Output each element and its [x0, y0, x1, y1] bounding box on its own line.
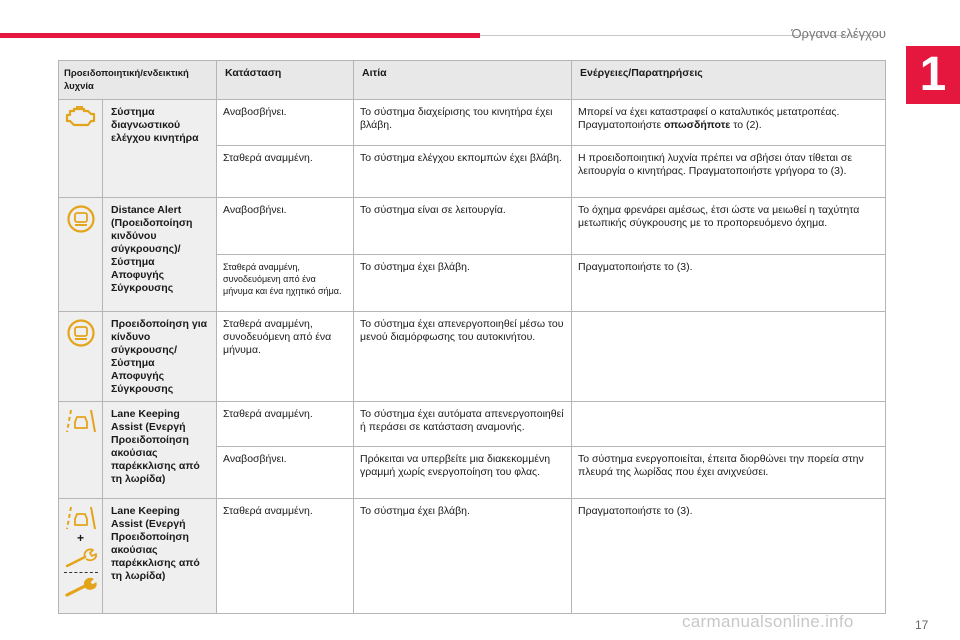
state-cell: Σταθερά αναμμένη.	[217, 499, 354, 614]
lamp-icon-cell	[59, 402, 103, 499]
action-emphasis: οπωσδήποτε	[664, 119, 731, 131]
cause-cell: Το σύστημα έχει απενεργοποιηθεί μέσω του μενού διαμόρφωσης του αυτοκινήτου.	[354, 312, 572, 402]
state-cell: Αναβοσβήνει.	[217, 447, 354, 499]
column-header: Κατάσταση	[217, 61, 354, 100]
collision-alert-icon	[66, 318, 96, 348]
lamp-icon-cell	[59, 198, 103, 312]
state-cell: Σταθερά αναμμένη, συνοδευόμενη από ένα μήνυμα και ένα ηχητικό σήμα.	[217, 255, 354, 312]
collision-alert-icon	[66, 204, 96, 234]
cause-cell: Το σύστημα έχει βλάβη.	[354, 499, 572, 614]
cause-cell: Το σύστημα έχει βλάβη.	[354, 255, 572, 312]
cause-cell: Πρόκειται να υπερβείτε μια διακεκομμένη γραμμή χωρίς ενεργοποίηση του φλας.	[354, 447, 572, 499]
plus-sign: +	[76, 531, 84, 545]
service-wrench-icon	[63, 547, 99, 569]
cause-cell: Το σύστημα έχει αυτόματα απενεργοποιηθεί ή περάσει σε κατάσταση αναμονής.	[354, 402, 572, 447]
section-title: Όργανα ελέγχου	[791, 26, 886, 41]
action-cell: Το σύστημα ενεργοποιείται, έπειτα διορθώνει την πορεία στην πλευρά της λωρίδας που έχει ανιχνεύσει.	[572, 447, 886, 499]
action-cell: Το όχημα φρενάρει αμέσως, έτσι ώστε να μειωθεί η ταχύτητα μετωπικής σύγκρουσης με το προπορευόμενο όχημα.	[572, 198, 886, 255]
lamp-name: Σύστημα διαγνωστικού ελέγχου κινητήρα	[103, 100, 217, 198]
action-cell: Η προειδοποιητική λυχνία πρέπει να σβήσει όταν τίθεται σε λειτουργία ο κινητήρας. Πραγματοποιήστε γρήγορα το (3).	[572, 146, 886, 198]
cause-cell: Το σύστημα ελέγχου εκπομπών έχει βλάβη.	[354, 146, 572, 198]
action-text: Μπορεί να έχει καταστραφεί ο καταλυτικός μετατροπέας. Πραγματοποιήστε	[578, 106, 840, 131]
table-row	[59, 100, 886, 146]
action-cell	[572, 100, 886, 146]
table-row	[59, 312, 886, 402]
lamp-name: Lane Keeping Assist (Ενεργή Προειδοποίηση ακούσιας παρέκκλισης από τη λωρίδα)	[103, 499, 217, 614]
cause-cell: Το σύστημα είναι σε λειτουργία.	[354, 198, 572, 255]
lane-keeping-icon	[65, 408, 97, 434]
action-cell: Πραγματοποιήστε το (3).	[572, 499, 886, 614]
state-cell: Σταθερά αναμμένη.	[217, 146, 354, 198]
table-header-row	[59, 61, 886, 100]
state-cell: Σταθερά αναμμένη.	[217, 402, 354, 447]
action-cell	[572, 312, 886, 402]
watermark: carmanualsonline.info	[682, 612, 854, 631]
table-row	[59, 499, 886, 614]
lamp-icon-cell	[59, 100, 103, 198]
warning-lamp-table	[58, 60, 886, 614]
service-wrench-icon	[63, 576, 99, 598]
action-text: το (2).	[730, 119, 762, 131]
column-header: Προειδοποιητική/ενδεικτική λυχνία	[59, 61, 217, 100]
lane-keeping-icon	[65, 505, 97, 531]
lamp-icon-cell	[59, 312, 103, 402]
engine-check-icon	[64, 106, 98, 128]
state-cell: Σταθερά αναμμένη, συνοδευόμενη από ένα μήνυμα.	[217, 312, 354, 402]
lamp-name: Προειδοποίηση για κίνδυνο σύγκρουσης/ Σύστημα Αποφυγής Σύγκρουσης	[103, 312, 217, 402]
state-cell: Αναβοσβήνει.	[217, 100, 354, 146]
action-cell: Πραγματοποιήστε το (3).	[572, 255, 886, 312]
table-row	[59, 402, 886, 447]
chapter-tab: 1	[906, 46, 960, 104]
column-header: Αιτία	[354, 61, 572, 100]
column-header: Ενέργειες/Παρατηρήσεις	[572, 61, 886, 100]
header-accent-bar	[0, 33, 480, 38]
table-row	[59, 198, 886, 255]
lamp-icon-cell	[59, 499, 103, 614]
state-cell: Αναβοσβήνει.	[217, 198, 354, 255]
lamp-name: Lane Keeping Assist (Ενεργή Προειδοποίηση ακούσιας παρέκκλισης από τη λωρίδα)	[103, 402, 217, 499]
lamp-name: Distance Alert (Προειδοποίηση κινδύνου σύγκρουσης)/ Σύστημα Αποφυγής Σύγκρουσης	[103, 198, 217, 312]
action-cell	[572, 402, 886, 447]
cause-cell: Το σύστημα διαχείρισης του κινητήρα έχει βλάβη.	[354, 100, 572, 146]
divider	[64, 572, 98, 573]
page-number: 17	[915, 618, 929, 632]
